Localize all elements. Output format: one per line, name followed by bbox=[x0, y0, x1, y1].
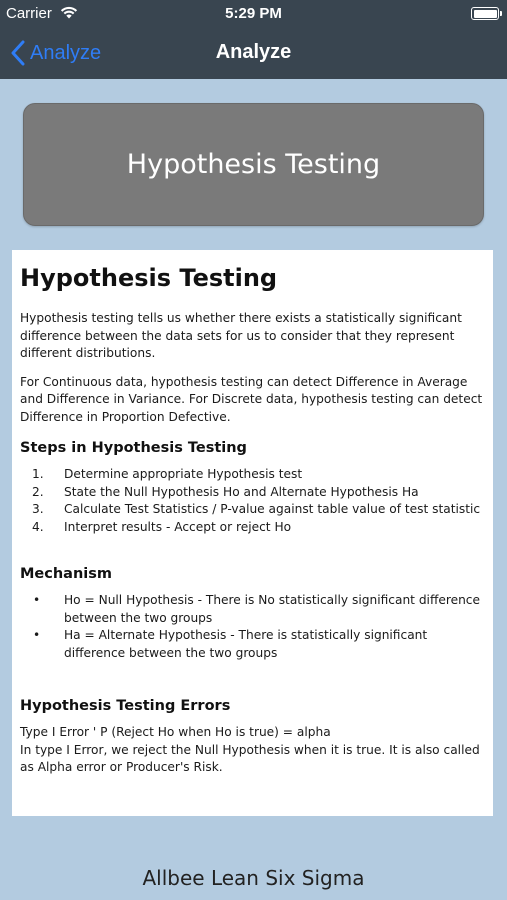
back-button-label: Analyze bbox=[30, 41, 102, 64]
steps-heading: Steps in Hypothesis Testing bbox=[20, 440, 247, 456]
list-item bbox=[20, 501, 485, 519]
list-item bbox=[20, 627, 485, 662]
errors-text bbox=[20, 724, 485, 777]
step-number: 3. bbox=[32, 502, 44, 516]
step-text: Interpret results - Accept or reject Ho bbox=[64, 519, 292, 534]
list-item bbox=[20, 592, 485, 627]
step-text: Calculate Test Statistics / P-value against table value of test statistic bbox=[64, 502, 481, 516]
spacer bbox=[20, 536, 485, 552]
list-item bbox=[20, 519, 485, 537]
nav-title: Analyze bbox=[215, 41, 292, 63]
step-text: State the Null Hypothesis Ho and Alternate Hypothesis Ha bbox=[64, 484, 419, 499]
step-text: Determine appropriate Hypothesis test bbox=[64, 467, 303, 481]
bullet: • bbox=[33, 628, 41, 642]
carrier-label: Carrier bbox=[6, 5, 52, 22]
status-time: 5:29 PM bbox=[225, 5, 282, 22]
spacer bbox=[20, 662, 485, 684]
intro-paragraph: For Continuous data, hypothesis testing can detect Difference in Average and Difference in Variance. For Discrete data, hypothesis testing can detect Difference in Proportion Defective. bbox=[20, 374, 483, 424]
content-panel bbox=[12, 250, 493, 816]
mechanism-heading: Mechanism bbox=[20, 566, 112, 582]
navigation-bar bbox=[0, 28, 507, 79]
step-number: 1. bbox=[32, 467, 44, 481]
topic-header-title: Hypothesis Testing bbox=[126, 149, 381, 180]
step-number: 2. bbox=[32, 484, 44, 499]
content-heading: Hypothesis Testing bbox=[20, 264, 278, 292]
status-bar bbox=[0, 0, 507, 28]
steps-list bbox=[20, 466, 485, 536]
errors-heading: Hypothesis Testing Errors bbox=[20, 698, 231, 714]
errors-line: Type I Error ' P (Reject Ho when Ho is true) = alpha bbox=[20, 725, 331, 739]
topic-header-card bbox=[23, 103, 484, 226]
mechanism-list bbox=[20, 592, 485, 662]
bullet: • bbox=[33, 593, 41, 607]
errors-line: In type I Error, we reject the Null Hypothesis when it is true. It is also called as Alpha error or Producer's Risk. bbox=[20, 742, 480, 774]
footer-brand: Allbee Lean Six Sigma bbox=[142, 866, 365, 890]
list-item bbox=[20, 484, 485, 502]
intro-paragraph: Hypothesis testing tells us whether there exists a statistically significant difference between the data sets for us to consider that they represent different distributions. bbox=[20, 311, 462, 360]
list-item bbox=[20, 466, 485, 484]
battery-icon bbox=[471, 7, 499, 20]
step-number: 4. bbox=[32, 519, 44, 534]
mechanism-text: Ha = Alternate Hypothesis - There is statistically significant difference between the two groups bbox=[64, 628, 428, 660]
mechanism-text: Ho = Null Hypothesis - There is No statistically significant difference between the two groups bbox=[64, 593, 480, 625]
